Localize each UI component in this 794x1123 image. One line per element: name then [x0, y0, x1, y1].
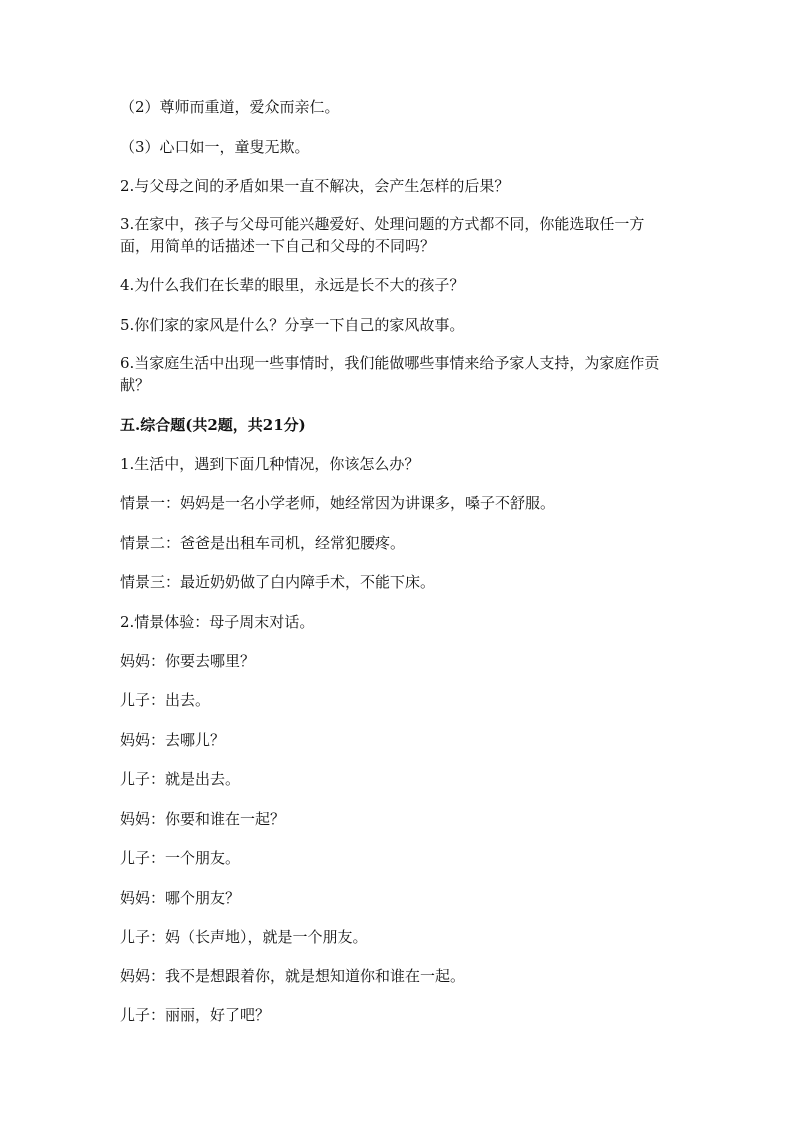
dialogue-line: 儿子：妈（长声地），就是一个朋友。	[120, 928, 368, 946]
dialogue-line: 妈妈：你要去哪里？	[120, 652, 256, 670]
section-heading: 五.综合题(共2题，共21分)	[120, 416, 306, 434]
question-2-dialogue: 2.情景体验：母子周末对话。	[120, 613, 315, 631]
question-6: 6.当家庭生活中出现一些事情时，我们能做哪些事情来给予家人支持，为家庭作贡献？	[120, 354, 660, 394]
dialogue-line: 妈妈：去哪儿？	[120, 731, 226, 749]
question-5: 5.你们家的家风是什么？分享一下自己的家风故事。	[120, 316, 465, 334]
dialogue-line: 儿子：一个朋友。	[120, 849, 241, 867]
question-1: 1.生活中，遇到下面几种情况，你该怎么办？	[120, 455, 420, 473]
question-2: 2.与父母之间的矛盾如果一直不解决，会产生怎样的后果？	[120, 177, 510, 195]
scenario-3: 情景三：最近奶奶做了白内障手术，不能下床。	[120, 573, 436, 591]
scenario-1: 情景一：妈妈是一名小学老师，她经常因为讲课多，嗓子不舒服。	[120, 494, 556, 512]
dialogue-line: 儿子：就是出去。	[120, 770, 241, 788]
dialogue-line: 妈妈：我不是想跟着你，就是想知道你和谁在一起。	[120, 967, 466, 985]
scenario-2: 情景二：爸爸是出租车司机，经常犯腰疼。	[120, 534, 406, 552]
text-line: （3）心口如一，童叟无欺。	[120, 138, 310, 156]
dialogue-line: 妈妈：你要和谁在一起？	[120, 810, 286, 828]
dialogue-line: 妈妈：哪个朋友？	[120, 889, 241, 907]
question-4: 4.为什么我们在长辈的眼里，永远是长不大的孩子？	[120, 276, 465, 294]
dialogue-line: 儿子：出去。	[120, 691, 211, 709]
dialogue-line: 儿子：丽丽，好了吧？	[120, 1006, 271, 1024]
text-line: （2）尊师而重道，爱众而亲仁。	[120, 98, 340, 116]
question-3: 3.在家中，孩子与父母可能兴趣爱好、处理问题的方式都不同，你能选取任一方面，用简单的话描述一下自己和父母的不同吗？	[120, 215, 645, 255]
